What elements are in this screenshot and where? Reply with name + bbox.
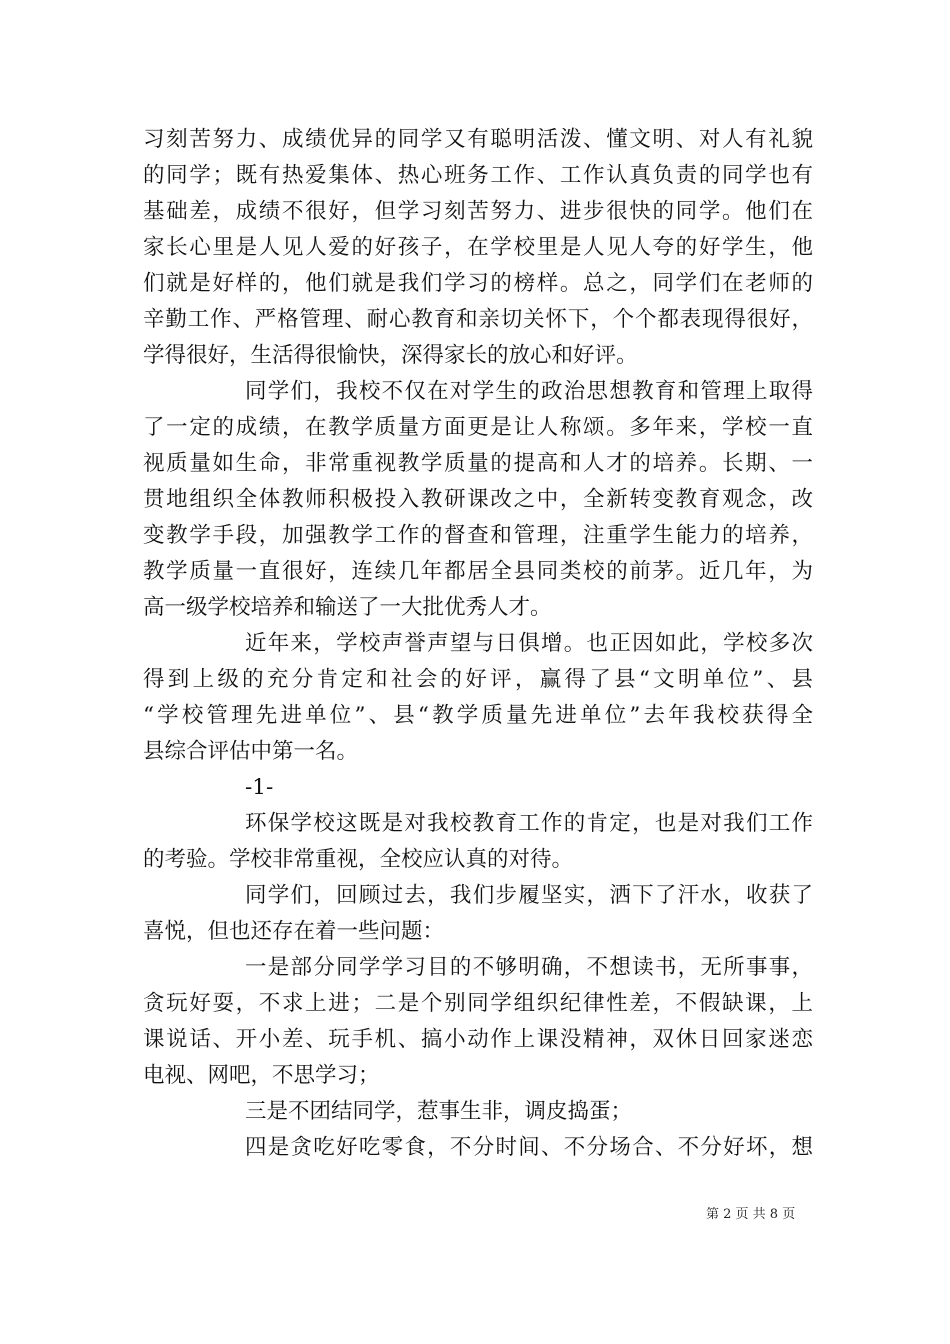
text-line: 县综合评估中第一名。 bbox=[143, 739, 359, 764]
text-line: 学得很好，生活得很愉快，深得家长的放心和好评。 bbox=[143, 343, 638, 368]
text-line: 得到上级的充分肯定和社会的好评，赢得了县“文明单位”、县 bbox=[143, 667, 813, 692]
text-line: 教学质量一直很好，连续几年都居全县同类校的前茅。近几年，为 bbox=[143, 559, 813, 584]
paragraph-start-line: 近年来，学校声誉声望与日俱增。也正因如此，学校多次 bbox=[245, 631, 813, 656]
text-line: 课说话、开小差、玩手机、搞小动作上课没精神，双休日回家迷恋 bbox=[143, 1027, 813, 1052]
text-line: 视质量如生命，非常重视教学质量的提高和人才的培养。长期、一 bbox=[143, 451, 813, 476]
text-line: 家长心里是人见人爱的好孩子，在学校里是人见人夸的好学生，他 bbox=[143, 235, 813, 260]
paragraph-start-line: 四是贪吃好吃零食，不分时间、不分场合、不分好坏，想 bbox=[245, 1135, 813, 1160]
page-footer-info: 第 2 页 共 8 页 bbox=[706, 1207, 796, 1222]
text-line: 变教学手段，加强教学工作的督查和管理，注重学生能力的培养， bbox=[143, 523, 813, 548]
text-line: 们就是好样的，他们就是我们学习的榜样。总之，同学们在老师的 bbox=[143, 271, 813, 296]
paragraph-start-line: 一是部分同学学习目的不够明确，不想读书，无所事事， bbox=[245, 955, 813, 980]
text-line: 高一级学校培养和输送了一大批优秀人才。 bbox=[143, 595, 552, 620]
paragraph-start-line: 同学们，我校不仅在对学生的政治思想教育和管理上取得 bbox=[245, 379, 813, 404]
text-line: 贯地组织全体教师积极投入教研课改之中，全新转变教育观念，改 bbox=[143, 487, 813, 512]
text-line: 辛勤工作、严格管理、耐心教育和亲切关怀下，个个都表现得很好， bbox=[143, 307, 813, 332]
text-line: 喜悦，但也还存在着一些问题： bbox=[143, 919, 445, 944]
text-line: 了一定的成绩，在教学质量方面更是让人称颂。多年来，学校一直 bbox=[143, 415, 813, 440]
text-line: 的考验。学校非常重视，全校应认真的对待。 bbox=[143, 847, 574, 872]
paragraph-start-line: 三是不团结同学，惹事生非，调皮捣蛋； bbox=[245, 1099, 633, 1124]
text-line: “学校管理先进单位”、县“教学质量先进单位”去年我校获得全 bbox=[143, 703, 813, 728]
text-line: 的同学；既有热爱集体、热心班务工作、工作认真负责的同学也有 bbox=[143, 163, 813, 188]
text-line: 习刻苦努力、成绩优异的同学又有聪明活泼、懂文明、对人有礼貌 bbox=[143, 127, 813, 152]
text-line: 基础差，成绩不很好，但学习刻苦努力、进步很快的同学。他们在 bbox=[143, 199, 813, 224]
paragraph-start-line: 环保学校这既是对我校教育工作的肯定，也是对我们工作 bbox=[245, 811, 813, 836]
text-line: 贪玩好耍，不求上进；二是个别同学组织纪律性差，不假缺课，上 bbox=[143, 991, 813, 1016]
inline-page-number: -1- bbox=[245, 775, 274, 800]
paragraph-start-line: 同学们，回顾过去，我们步履坚实，洒下了汗水，收获了 bbox=[245, 883, 813, 908]
text-line: 电视、网吧，不思学习； bbox=[143, 1063, 380, 1088]
